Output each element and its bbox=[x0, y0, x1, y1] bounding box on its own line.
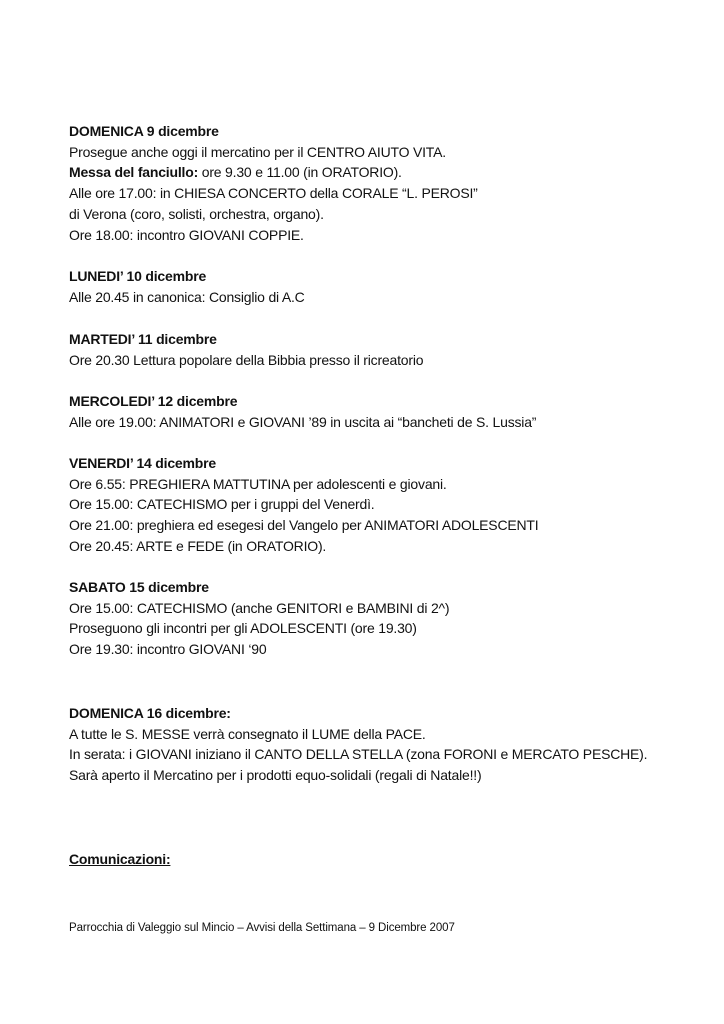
section-martedi-11 bbox=[69, 329, 657, 370]
section-mercoledi-12 bbox=[69, 391, 657, 432]
section-heading: DOMENICA 9 dicembre bbox=[69, 123, 219, 139]
communications-heading: Comunicazioni: bbox=[69, 851, 171, 867]
section-line: Ore 20.45: ARTE e FEDE (in ORATORIO). bbox=[69, 537, 327, 554]
line-text: ore 9.30 e 11.00 (in ORATORIO). bbox=[198, 164, 402, 181]
section-domenica-9 bbox=[69, 121, 657, 245]
section-line: Prosegue anche oggi il mercatino per il CENTRO AIUTO VITA. bbox=[69, 143, 446, 160]
section-line: di Verona (coro, solisti, orchestra, organo). bbox=[69, 205, 324, 222]
communications-section bbox=[69, 849, 657, 870]
section-line: Sarà aperto il Mercatino per i prodotti equo-solidali (regali di Natale!!) bbox=[69, 767, 482, 784]
section-line: Ore 6.55: PREGHIERA MATTUTINA per adolescenti e giovani. bbox=[69, 475, 447, 492]
section-heading: DOMENICA 16 dicembre: bbox=[69, 705, 231, 721]
section-line: Proseguono gli incontri per gli ADOLESCENTI (ore 19.30) bbox=[69, 620, 417, 637]
section-line: Ore 15.00: CATECHISMO per i gruppi del Venerdì. bbox=[69, 496, 375, 513]
section-heading: MERCOLEDI’ 12 dicembre bbox=[69, 393, 238, 409]
section-heading: SABATO 15 dicembre bbox=[69, 579, 209, 595]
section-line: Ore 15.00: CATECHISMO (anche GENITORI e BAMBINI di 2^) bbox=[69, 599, 450, 616]
section-line: Alle 20.45 in canonica: Consiglio di A.C bbox=[69, 288, 305, 305]
section-line: Ore 20.30 Lettura popolare della Bibbia presso il ricreatorio bbox=[69, 351, 424, 368]
section-line: Ore 18.00: incontro GIOVANI COPPIE. bbox=[69, 226, 304, 243]
page-footer: Parrocchia di Valeggio sul Mincio – Avvisi della Settimana – 9 Dicembre 2007 bbox=[69, 922, 455, 934]
section-line: Alle ore 19.00: ANIMATORI e GIOVANI ’89 in uscita ai “bancheti de S. Lussia” bbox=[69, 413, 537, 430]
section-line: Alle ore 17.00: in CHIESA CONCERTO della CORALE “L. PEROSI” bbox=[69, 185, 478, 202]
section-venerdi-14 bbox=[69, 453, 657, 557]
section-domenica-16 bbox=[69, 703, 657, 786]
section-heading: MARTEDI’ 11 dicembre bbox=[69, 331, 217, 347]
bold-label: Messa del fanciullo: bbox=[69, 164, 199, 181]
section-heading: VENERDI’ 14 dicembre bbox=[69, 455, 216, 471]
section-line: In serata: i GIOVANI iniziano il CANTO DELLA STELLA (zona FORONI e MERCATO PESCHE). bbox=[69, 746, 648, 763]
section-line bbox=[69, 162, 657, 183]
section-lunedi-10 bbox=[69, 266, 657, 307]
section-line: Ore 21.00: preghiera ed esegesi del Vangelo per ANIMATORI ADOLESCENTI bbox=[69, 517, 539, 534]
section-line: Ore 19.30: incontro GIOVANI ‘90 bbox=[69, 641, 267, 658]
section-heading: LUNEDI’ 10 dicembre bbox=[69, 268, 207, 284]
section-sabato-15 bbox=[69, 577, 657, 660]
section-line: A tutte le S. MESSE verrà consegnato il LUME della PACE. bbox=[69, 725, 426, 742]
